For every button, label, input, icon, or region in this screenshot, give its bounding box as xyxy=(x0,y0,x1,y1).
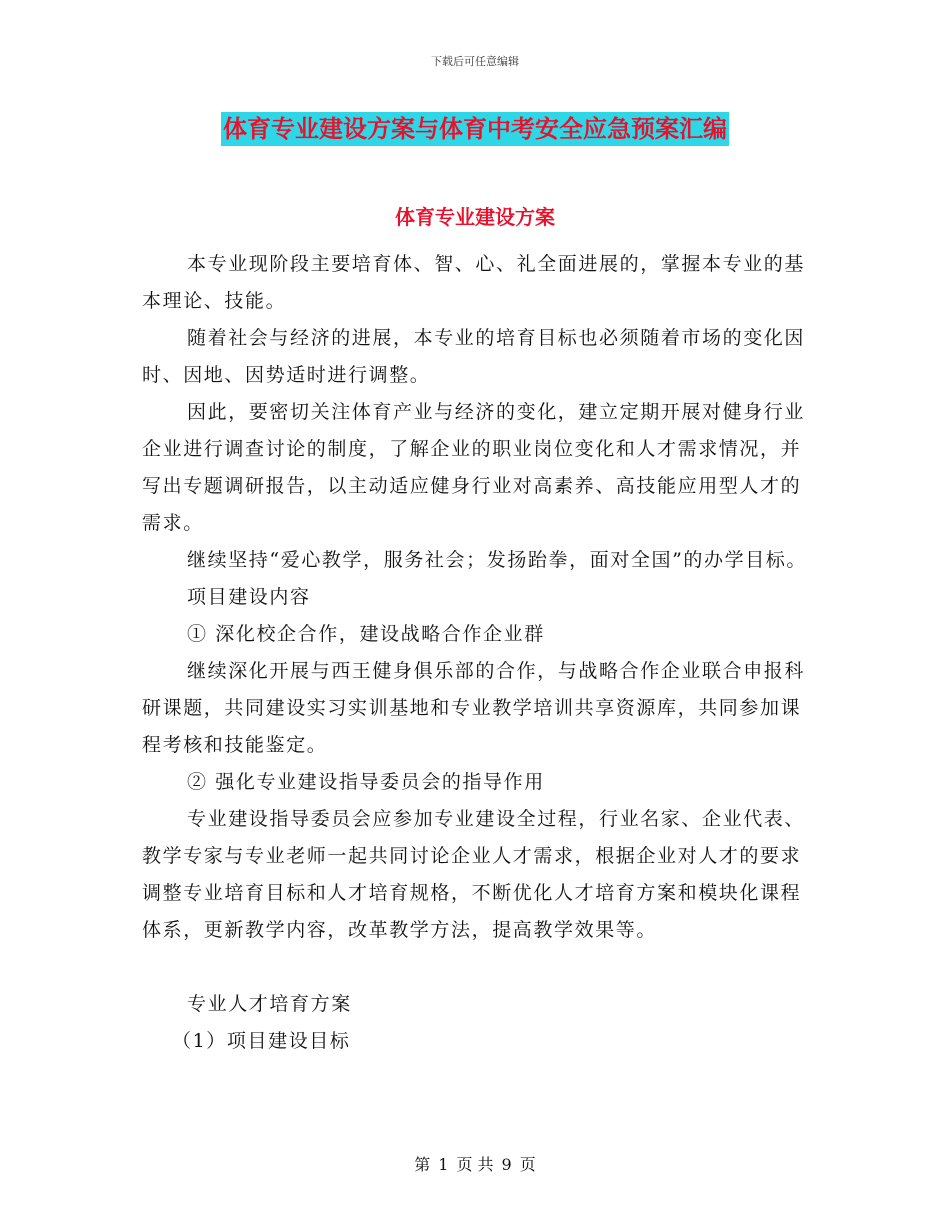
main-title-wrap xyxy=(0,112,950,146)
paragraph: （1）项目建设目标 xyxy=(172,1030,351,1052)
header-note: 下载后可任意编辑 xyxy=(431,55,519,68)
section-title: 体育专业建设方案 xyxy=(395,205,555,229)
paragraph: 项目建设内容 xyxy=(187,586,311,608)
paragraph: 随着社会与经济的进展，本专业的培育目标也必须随着市场的变化因时、因地、因势适时进行调整。 xyxy=(142,327,806,386)
paragraph: 专业建设指导委员会应参加专业建设全过程，行业名家、企业代表、教学专家与专业老师一起共同讨论企业人才需求，根据企业对人才的要求调整专业培育目标和人才培育规格，不断优化人才培育方案和模块化课程体系，更新教学内容，改革教学方法，提高教学效果等。 xyxy=(142,808,806,941)
paragraph: 继续坚持“爱心教学，服务社会；发扬跆拳，面对全国”的办学目标。 xyxy=(187,549,808,571)
main-title: 体育专业建设方案与体育中考安全应急预案汇编 xyxy=(221,112,729,146)
paragraph: ② 强化专业建设指导委员会的指导作用 xyxy=(187,771,545,793)
paragraph: 因此，要密切关注体育产业与经济的变化，建立定期开展对健身行业企业进行调查讨论的制度，了解企业的职业岗位变化和人才需求情况，并写出专题调研报告，以主动适应健身行业对高素养、高技能应用型人才的需求。 xyxy=(142,401,806,534)
paragraph: 继续深化开展与西王健身俱乐部的合作，与战略合作企业联合申报科研课题，共同建设实习实训基地和专业教学培训共享资源库，共同参加课程考核和技能鉴定。 xyxy=(142,660,806,756)
footer-prefix: 第 xyxy=(414,1155,431,1174)
document-body xyxy=(142,246,810,1060)
paragraph: ① 深化校企合作，建设战略合作企业群 xyxy=(187,623,545,645)
footer-total-pages: 9 xyxy=(501,1155,512,1174)
spacer xyxy=(142,949,810,986)
footer-page-number: 1 xyxy=(438,1155,449,1174)
paragraph: 专业人才培育方案 xyxy=(187,993,352,1015)
page-footer xyxy=(0,1152,950,1175)
footer-mid: 页 共 xyxy=(456,1155,494,1174)
paragraph: 本专业现阶段主要培育体、智、心、礼全面进展的，掌握本专业的基本理论、技能。 xyxy=(142,253,806,312)
footer-suffix: 页 xyxy=(519,1155,536,1174)
